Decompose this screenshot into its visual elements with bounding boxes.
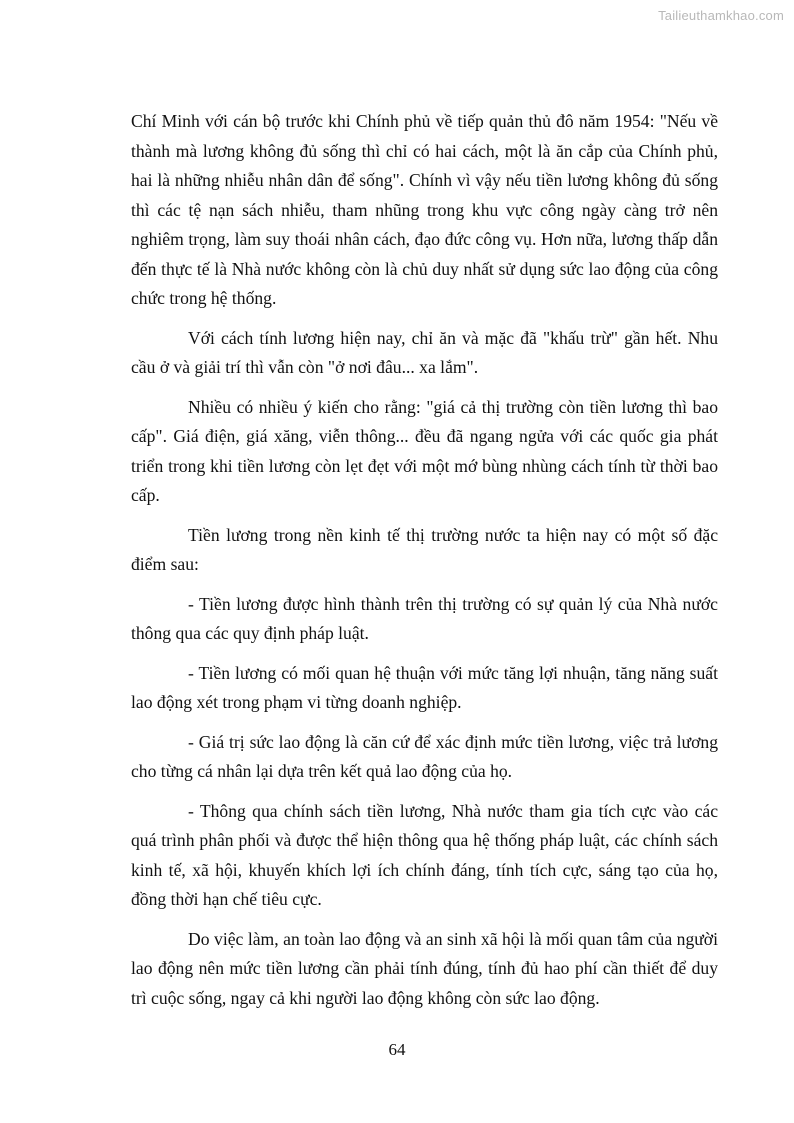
bullet-item-2: - Tiền lương có mối quan hệ thuận với mức tăng lợi nhuận, tăng năng suất lao động xét trong phạm vi từng doanh nghiệp.	[131, 662, 718, 712]
watermark-text: Tailieuthamkhao.com	[658, 8, 784, 23]
bullet-item-4: - Thông qua chính sách tiền lương, Nhà nước tham gia tích cực vào các quá trình phân phối và được thể hiện thông qua hệ thống pháp luật, các chính sách kinh tế, xã hội, khuyến khích lợi ích chính đáng, tính tích cực, sáng tạo của họ, đồng thời hạn chế tiêu cực.	[131, 800, 718, 909]
paragraph-4: Tiền lương trong nền kinh tế thị trường nước ta hiện nay có một số đặc điểm sau:	[131, 524, 718, 574]
paragraph-last: Do việc làm, an toàn lao động và an sinh xã hội là mối quan tâm của người lao động nên mức tiền lương cần phải tính đúng, tính đủ hao phí cần thiết để duy trì cuộc sống, ngay cả khi người lao động không còn sức lao động.	[131, 928, 718, 1008]
paragraph-1: Chí Minh với cán bộ trước khi Chính phủ về tiếp quản thủ đô năm 1954: "Nếu về thành mà lương không đủ sống thì chỉ có hai cách, một là ăn cắp của Chính phủ, hai là những nhiễu nhân dân để sống". Chính vì vậy nếu tiền lương không đủ sống thì các tệ nạn sách nhiễu, tham nhũng trong khu vực công ngày càng trở nên nghiêm trọng, làm suy thoái nhân cách, đạo đức công vụ. Hơn nữa, lương thấp dẫn đến thực tế là Nhà nước không còn là chủ duy nhất sử dụng sức lao động của công chức trong hệ thống.	[131, 111, 718, 308]
document-body	[131, 107, 718, 1023]
paragraph-3: Nhiều có nhiều ý kiến cho rằng: "giá cả thị trường còn tiền lương thì bao cấp". Giá điện, giá xăng, viễn thông... đều đã ngang ngửa với các quốc gia phát triển trong khi tiền lương còn lẹt đẹt với một mớ bùng nhùng cách tính từ thời bao cấp.	[131, 396, 718, 505]
bullet-item-3: - Giá trị sức lao động là căn cứ để xác định mức tiền lương, việc trả lương cho từng cá nhân lại dựa trên kết quả lao động của họ.	[131, 731, 718, 781]
bullet-item-1: - Tiền lương được hình thành trên thị trường có sự quản lý của Nhà nước thông qua các quy định pháp luật.	[131, 593, 718, 643]
paragraph-2: Với cách tính lương hiện nay, chỉ ăn và mặc đã "khấu trừ" gần hết. Nhu cầu ở và giải trí thì vẫn còn "ở nơi đâu... xa lắm".	[131, 327, 718, 377]
page-number: 64	[388, 1040, 406, 1059]
